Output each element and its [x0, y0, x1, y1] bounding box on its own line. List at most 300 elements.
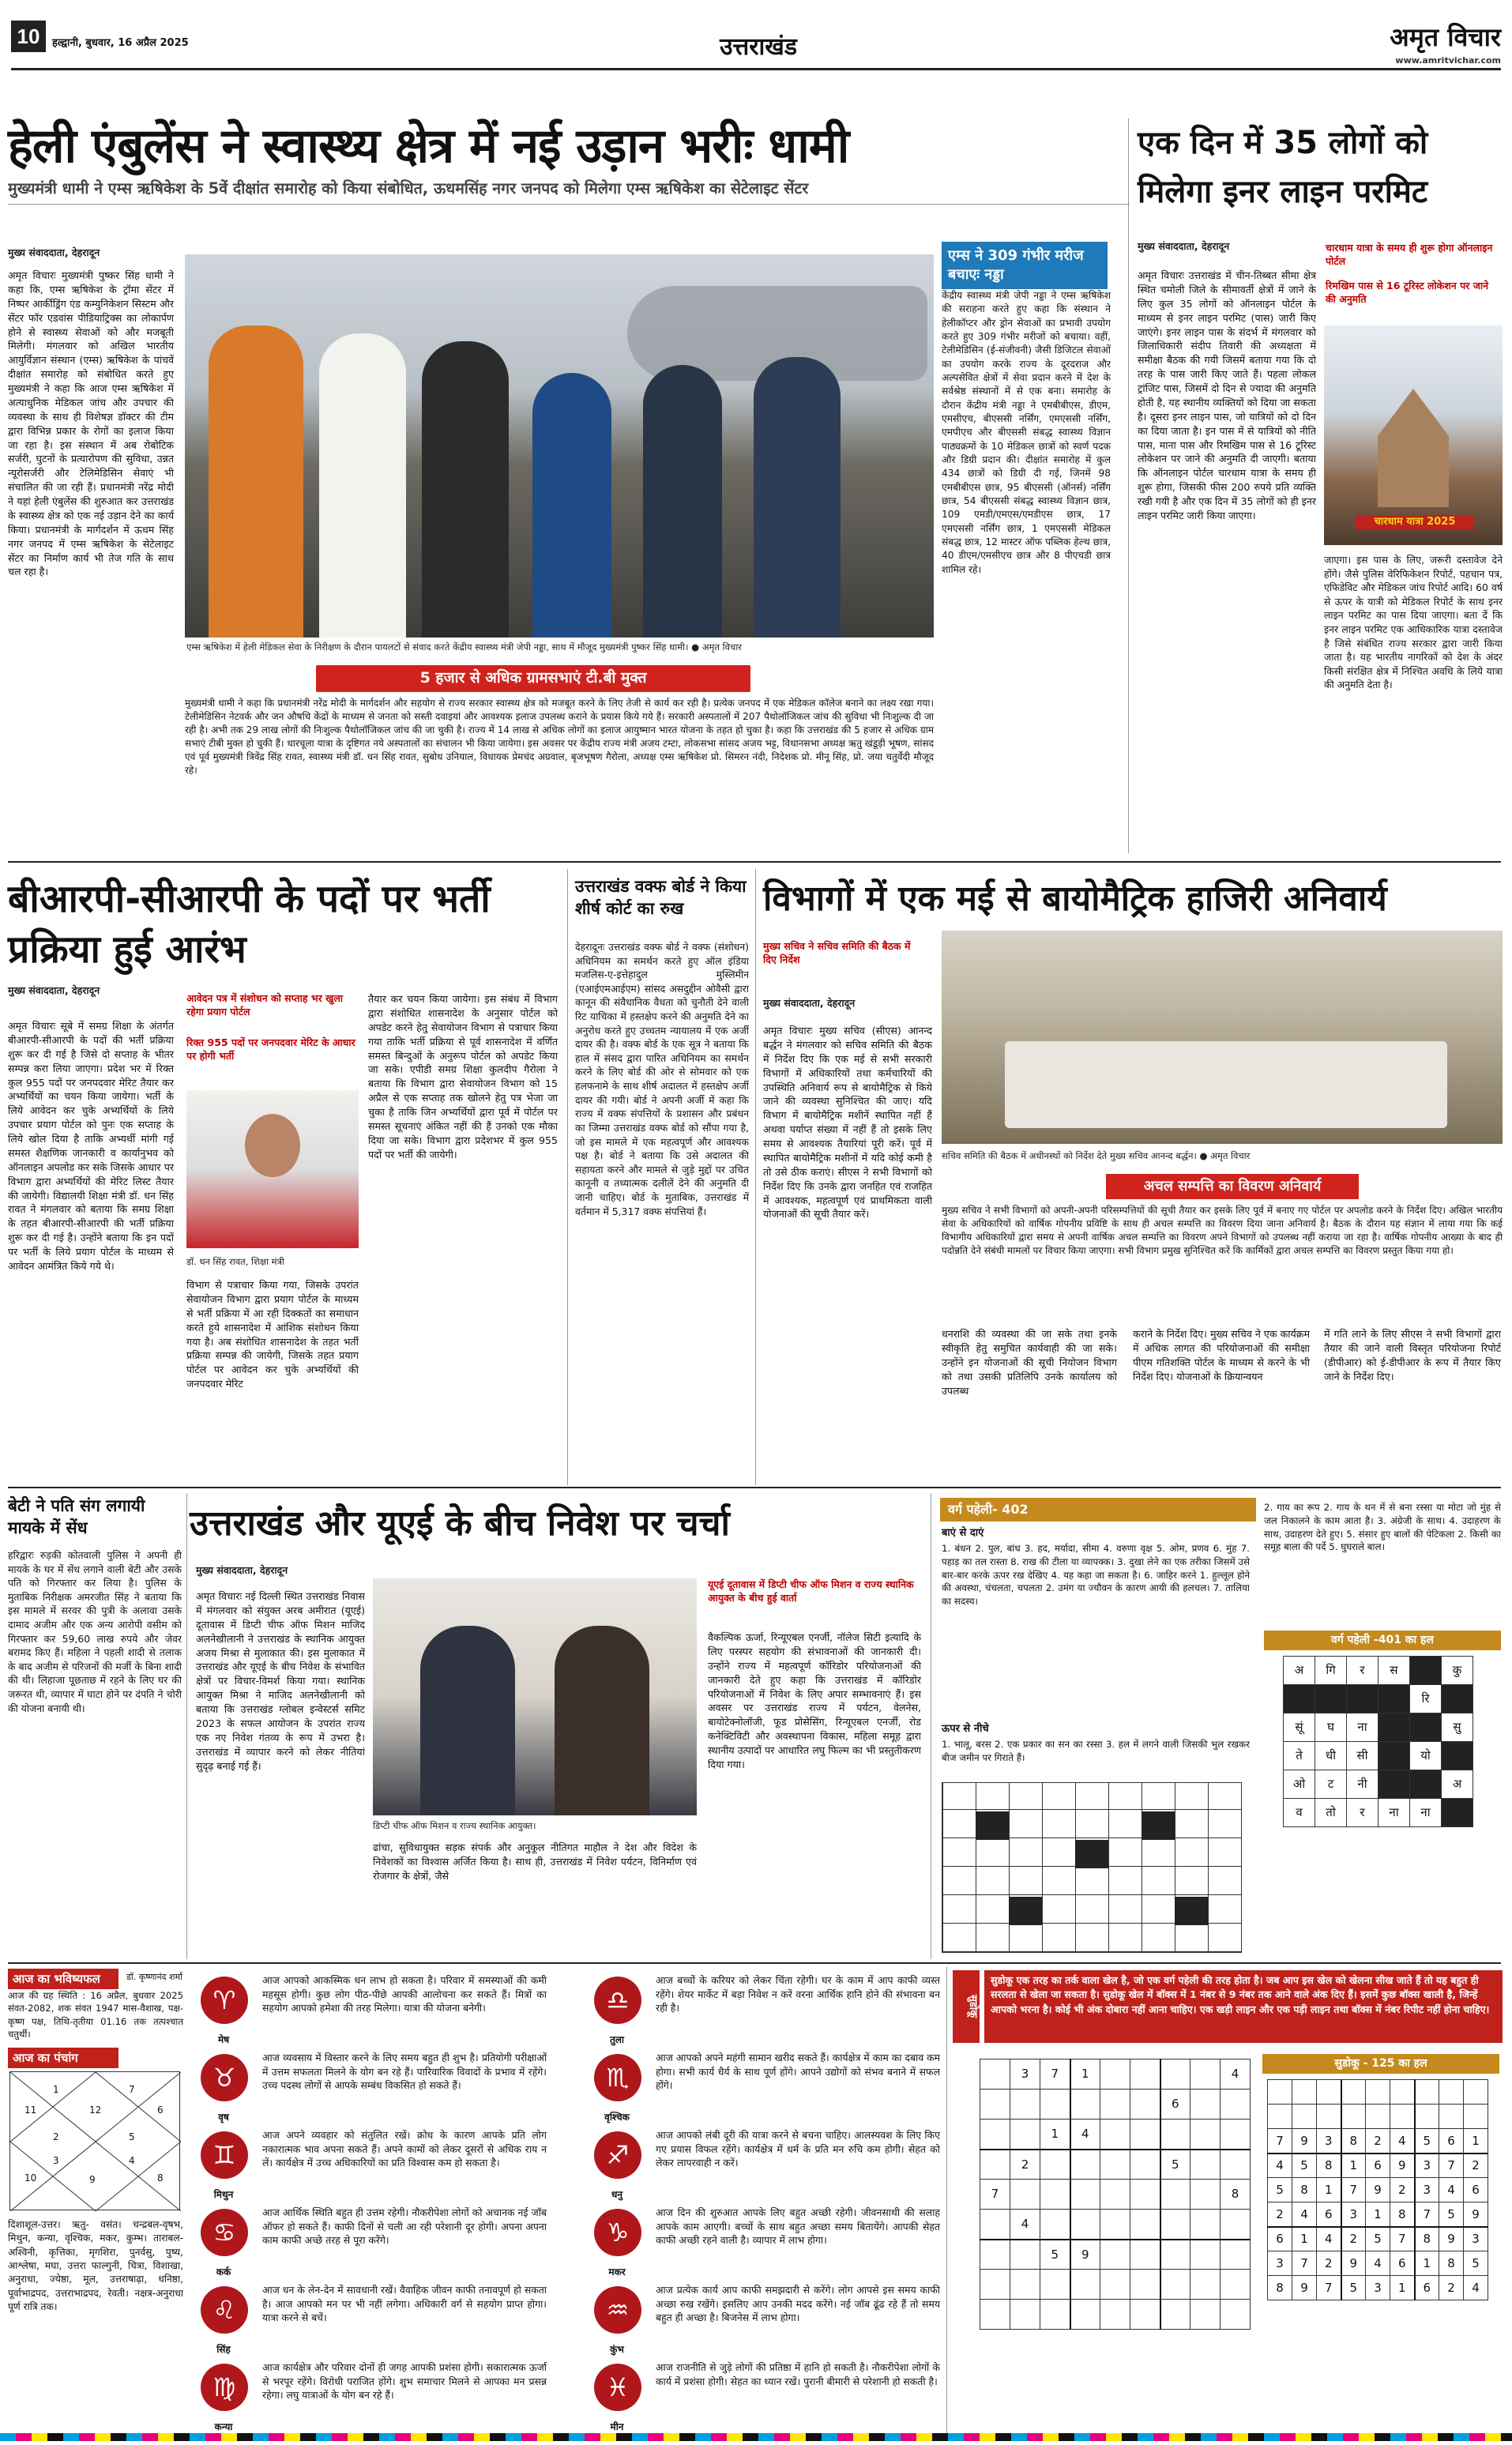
- temple-shape: [1378, 389, 1449, 507]
- sudoku-cell: [1439, 2105, 1464, 2129]
- zodiac-icon: ♐: [594, 2131, 641, 2179]
- column-divider: [946, 1967, 947, 2441]
- sudoku-cell[interactable]: [1070, 2090, 1100, 2120]
- kundli-house-number: 4: [129, 2155, 135, 2166]
- sudoku-cell[interactable]: [1010, 2090, 1040, 2120]
- sudoku-cell[interactable]: [1160, 2270, 1190, 2300]
- inner-line-body-2: जाएगा। इस पास के लिए, जरूरी दस्तावेज देने होंगे। जैसे पुलिस वेरिफिकेशन रिपोर्ट, पहचान पत्र, एफिडेविट और मेडिकल जांच रिपोर्ट आदि। 60 वर्ष से ऊपर के यात्री को मेडिकल रिपोर्ट के साथ इनर लाइन परमिट का पास दिया जाएगा। बता दें कि इनर लाइन परमिट एक आधिकारिक यात्रा दस्तावेज है जिसे संबंधित राज्य सरकार द्वारा जारी किया जाता है। यह भारतीय नागरिकों को देश के अंदर किसी संरक्षित क्षेत्र में निश्चित अवधि के लिये यात्रा की अनुमति देता है।: [1324, 554, 1503, 691]
- sudoku-cell[interactable]: [1160, 2240, 1190, 2270]
- sudoku-cell: 2: [1390, 2178, 1415, 2202]
- sudoku-cell: 2: [1464, 2153, 1488, 2178]
- sudoku-cell[interactable]: 4: [1010, 2210, 1040, 2240]
- answer-cell: ते: [1284, 1742, 1315, 1770]
- rashi-text: आज बच्चों के करियर को लेकर चिंता रहेगी। घर के काम में आप काफी व्यस्त रहेंगे। शेयर मार्केट में बड़ा निवेश न करें वरना आर्थिक हानि होने की संभावना बन रही है।: [656, 1974, 940, 2014]
- rashi-text: आज धन के लेन-देन में सावधानी रखें। वैवाहिक जीवन काफी तनावपूर्ण हो सकता है। आज आपको मन पर भी नहीं लगेगा। अधिकारी वर्ग से सहयोग प्राप्त होगा। यात्रा करने से बचें।: [262, 2284, 547, 2324]
- sudoku-cell[interactable]: [1010, 2240, 1040, 2270]
- sudoku-cell: 2: [1268, 2202, 1292, 2227]
- crossword-across: 1. बंधन 2. पुल, बांध 3. हद, मर्यादा, सीमा 4. वरुणा वृक्ष 5. ओम, प्रणव 6. मुंह 7. पहाड़ का तल रास्ता 8. राख की टीला या व्यापक्क। 3. दुखा लेने का एक तरीका जिसमें उसे बार-बार करके ऊपर रख देखिए 4. यह कहा जा सकता है। 6. जाहिर करने 1. हुल्लूल होने की अवस्था, चंचलता, चपलता 2. उमंग या ज्यौवन के कारण आयी की हलचल। 7. तालिया का सदस्य।: [942, 1543, 1250, 1607]
- column-divider: [567, 869, 568, 1485]
- sudoku-cell[interactable]: [1130, 2059, 1160, 2090]
- sudoku-cell: 5: [1268, 2178, 1292, 2202]
- sudoku-table: [1267, 2079, 1488, 2300]
- sudoku-cell[interactable]: [1070, 2270, 1100, 2300]
- sudoku-cell: 5: [1341, 2276, 1366, 2300]
- kundli-house-number: 6: [157, 2105, 164, 2116]
- sudoku-cell[interactable]: [1040, 2210, 1070, 2240]
- sudoku-cell[interactable]: [1100, 2120, 1130, 2150]
- answer-cell: ना: [1378, 1799, 1410, 1827]
- sudoku-cell: [1317, 2105, 1341, 2129]
- sudoku-cell: 3: [1415, 2178, 1439, 2202]
- sudoku-cell: 1: [1317, 2178, 1341, 2202]
- sudoku-cell: [1390, 2080, 1415, 2105]
- sudoku-cell[interactable]: [1190, 2120, 1221, 2150]
- crossword-grid[interactable]: [942, 1782, 1242, 1953]
- website-url[interactable]: www.amritvichar.com: [1395, 55, 1501, 66]
- sudoku-cell[interactable]: [1190, 2180, 1221, 2210]
- brp-body-3: विभाग से पत्राचार किया गया, जिसके उपरांत सेवायोजन विभाग द्वारा प्रयाग पोर्टल के माध्यम से भर्ती प्रक्रिया में आ रही दिक्कतों का समाधान करते हुये शासनादेश में आंशिक संशोधन किया गया है। अब संशोधित शासनादेश के तहत भर्ती प्रक्रिया सम्पन्न की जायेगी, जिसके तहत प्रयाग पोर्टल पर आवेदन कर चुके अभ्यर्थियों की जनपदवार मेरिट: [186, 1279, 359, 1390]
- brp-body-2: तैयार कर चयन किया जायेगा। इस संबंध में विभाग द्वारा संशोधित शासनादेश के अनुसार पोर्टल को अपडेट करने हेतु सेवायोजन विभाग से पत्राचार किया गया ताकि भर्ती प्रक्रिया से पूर्व शासनादेश में वर्णित समस्त बिन्दुओं के अनुरूप पोर्टल को अपडेट किया जा सके। एपीडी समग्र शिक्षा कुलदीप गैरोला ने बताया कि विभाग द्वारा सेवायोजन विभाग को 15 अप्रैल से एक सप्ताह तक खोलने हेतु पत्र भेजा जा चुका है ताकि जिन अभ्यर्थियों द्वारा पूर्व में पोर्टल पर समस्त सूचनाएं अंकित नहीं की हैं उनको एक मौका दिया जा सके। विभाग द्वारा प्रदेशभर में कुल 955 पदों पर भर्ती की जायेगी।: [368, 993, 558, 1160]
- answer-cell: र: [1347, 1799, 1378, 1827]
- sudoku-cell: 2: [1439, 2276, 1464, 2300]
- photo-label: चारधाम यात्रा 2025: [1356, 515, 1474, 529]
- sudoku-cell: 5: [1292, 2153, 1317, 2178]
- sudoku-cell[interactable]: 4: [1070, 2120, 1100, 2150]
- zodiac-icon: ♓: [594, 2364, 641, 2411]
- answer-cell: [1442, 1799, 1473, 1827]
- sudoku-cell: 8: [1292, 2178, 1317, 2202]
- answer-cell: नी: [1347, 1770, 1378, 1799]
- divider: [8, 204, 1130, 205]
- meeting-caption: सचिव समिति की बैठक में अधीनस्थों को निर्देश देते मुख्य सचिव आनन्द बर्द्धन। ● अमृत विचार: [942, 1150, 1251, 1161]
- rashi-name: मिथुन: [213, 2189, 234, 2200]
- sudoku-cell[interactable]: [1070, 2150, 1100, 2180]
- answer-cell: स: [1378, 1657, 1410, 1685]
- sudoku-cell: 6: [1268, 2227, 1292, 2251]
- sudoku-cell: 4: [1268, 2153, 1292, 2178]
- sudoku-cell[interactable]: [980, 2240, 1010, 2270]
- lead-byline: मुख्य संवाददाता, देहरादून: [8, 246, 100, 258]
- answer-cell: अ: [1442, 1770, 1473, 1799]
- zodiac-icon: ♊: [201, 2131, 248, 2179]
- sudoku-cell: [1317, 2080, 1341, 2105]
- rashi-name: तुला: [609, 2034, 625, 2045]
- minister-caption: डॉ. धन सिंह रावत, शिक्षा मंत्री: [186, 1256, 284, 1267]
- lead-headline: हेली एंबुलेंस ने स्वास्थ्य क्षेत्र में नई उड़ान भरीः धामी: [8, 118, 849, 174]
- column-divider: [1128, 118, 1129, 853]
- rashi-item: [190, 2048, 632, 2138]
- sudoku-cell: [1292, 2080, 1317, 2105]
- sudoku-cell[interactable]: [1160, 2210, 1190, 2240]
- answer-cell: [1378, 1770, 1410, 1799]
- section-rule: [8, 1487, 1501, 1488]
- sudoku-cell: 1: [1390, 2276, 1415, 2300]
- zodiac-icon: ♌: [201, 2286, 248, 2334]
- sudoku-cell[interactable]: [1190, 2240, 1221, 2270]
- sudoku-cell: [1268, 2080, 1292, 2105]
- sudoku-cell[interactable]: [1010, 2300, 1040, 2330]
- rashi-text: आज दिन की शुरुआत आपके लिए बहुत अच्छी रहेगी। जीवनसाथी की सलाह आपके काम आएगी। बच्चों के साथ बहुत अच्छा समय बितायेंगे। आपकी सेहत काफी अच्छी रहने वाली है। व्यापार में लाभ होगा।: [656, 2206, 940, 2247]
- sudoku-cell[interactable]: [1190, 2270, 1221, 2300]
- nadda-box-title: एम्स ने 309 गंभीर मरीज बचाएः नड्डा: [942, 242, 1108, 289]
- sudoku-cell: 9: [1390, 2153, 1415, 2178]
- brp-bullet-2: रिक्त 955 पदों पर जनपदवार मेरिट के आधार पर होगी भर्ती: [186, 1036, 355, 1062]
- rashi-name: कर्क: [216, 2266, 231, 2278]
- minister-photo: [186, 1090, 359, 1248]
- inner-line-bullet-1: चारधाम यात्रा के समय ही शुरू होगा ऑनलाइन पोर्टल: [1326, 242, 1493, 267]
- sudoku-cell[interactable]: [1190, 2210, 1221, 2240]
- sudoku-cell[interactable]: [1100, 2180, 1130, 2210]
- sudoku-cell[interactable]: [1100, 2240, 1130, 2270]
- sudoku-cell[interactable]: [980, 2270, 1010, 2300]
- rashi-text: आज प्रत्येक कार्य आप काफी समझदारी से करेंगे। लोग आपसे इस समय काफी अच्छा रुख रखेंगे। इसलिए आप उनकी मदद करेंगे। नई जॉब ढूंढ रहे हैं तो समय बहुत ही अच्छा है। बिजनेस में लाभ होगा।: [656, 2284, 940, 2324]
- answer-cell: धी: [1315, 1742, 1347, 1770]
- answer-cell: सु: [1442, 1713, 1473, 1742]
- brp-byline: मुख्य संवाददाता, देहरादून: [8, 984, 100, 996]
- rashi-text: आज आपको अपने महंगी सामान खरीद सकते हैं। कार्यक्षेत्र में काम का दबाव कम होगा। सभी कार्य धैर्य के साथ पूर्ण होंगे। आपने उद्योगों को संभव बनाने में सफल होंगे।: [656, 2052, 940, 2092]
- sudoku-cell[interactable]: 6: [1160, 2090, 1190, 2120]
- sudoku-cell: 4: [1366, 2251, 1390, 2276]
- sudoku-cell: 9: [1341, 2251, 1366, 2276]
- brp-body: अमृत विचारः सूबे में समग्र शिक्षा के अंतर्गत बीआरपी-सीआरपी के पदों की भर्ती प्रक्रिया शुरू कर दी गई है जिसे दो सप्ताह के भीतर सम्पन्न करा लिया जाएगा। प्रदेश भर में रिक्त कुल 955 पदों पर जनपदवार मेरिट तैयार कर अभ्यर्थियों का चयन किया जायेगा। भर्ती के लिये आवेदन कर चुके अभ्यर्थियों के लिये उपचार प्रयाग पोर्टल को पुनः एक सप्ताह के लिये खोल दिया है ताकि अभ्यर्थी मांगी गई समस्त शैक्षणिक जानकारी व कार्यानुभव को ऑनलाइन अपलोड कर सके जिसके आधार पर विभाग द्वारा अभ्यर्थियों की मेरिट लिस्ट तैयार की जायेगी। विद्यालयी शिक्षा मंत्री डॉ. धन सिंह रावत ने मंगलवार को बताया कि समग्र शिक्षा के तहत बीआरपी-सीआरपी की भर्ती प्रक्रिया शुरू कर दी गई है। उन्होंने बताया कि इन पदों पर भर्ती के लिये प्रयाग पोर्टल के माध्यम से आवेदन आमंत्रित किये गये थे।: [8, 1020, 174, 1272]
- sudoku-cell[interactable]: [1040, 2300, 1070, 2330]
- sudoku-cell: [1366, 2105, 1390, 2129]
- sudoku-cell[interactable]: 2: [1010, 2150, 1040, 2180]
- black-cell: [1009, 1897, 1042, 1925]
- footer-color-bar: [0, 2433, 1512, 2441]
- answer-cell: [1442, 1742, 1473, 1770]
- panchang-info: आज की ग्रह स्थिति : 16 अप्रैल, बुधवार 2025 संवत-2082, शक संवत 1947 मास-वैशाख, पक्ष-कृष्ण पक्ष, तिथि-तृतीया 01.16 तक तत्पश्चात चतुर्थी।: [8, 1990, 183, 2041]
- answer-cell: ट: [1315, 1770, 1347, 1799]
- crossword-answer-title: वर्ग पहेली -401 का हल: [1264, 1631, 1501, 1650]
- crime-headline: बेटी ने पति संग लगायी मायके में सेंध: [8, 1496, 145, 1537]
- sudoku-cell: 1: [1464, 2129, 1488, 2153]
- sudoku-cell[interactable]: [1130, 2240, 1160, 2270]
- kedarnath-photo: [1324, 325, 1503, 545]
- answer-cell: घ: [1315, 1713, 1347, 1742]
- person-figure-2: [319, 333, 406, 638]
- crossword-title: वर्ग पहेली- 402: [940, 1498, 1256, 1522]
- sudoku-cell: 4: [1292, 2202, 1317, 2227]
- sudoku-cell: 3: [1366, 2276, 1390, 2300]
- face-shape: [245, 1114, 300, 1177]
- sudoku-cell: 2: [1341, 2227, 1366, 2251]
- answer-cell: [1410, 1770, 1442, 1799]
- rashi-item: [190, 2202, 632, 2293]
- sudoku-cell: 1: [1415, 2251, 1439, 2276]
- rashi-item: [190, 2357, 632, 2445]
- sudoku-cell[interactable]: [1130, 2090, 1160, 2120]
- sudoku-cell[interactable]: [1100, 2300, 1130, 2330]
- sudoku-cell[interactable]: [1100, 2270, 1130, 2300]
- kundli-house-number: 2: [53, 2131, 59, 2142]
- property-title: अचल सम्पत्ति का विवरण अनिवार्य: [1106, 1174, 1359, 1199]
- zodiac-icon: ♉: [201, 2054, 248, 2101]
- black-cell: [1175, 1897, 1208, 1925]
- rashi-item: [583, 2280, 1025, 2370]
- zodiac-icon: ♈: [201, 1977, 248, 2024]
- inner-line-headline: एक दिन में 35 लोगों को मिलेगा इनर लाइन परमिट: [1138, 125, 1428, 210]
- zodiac-icon: ♍: [201, 2364, 248, 2411]
- zodiac-icon: ♑: [594, 2209, 641, 2256]
- biometric-body-4: में गति लाने के लिए सीएस ने सभी विभागों द्वारा तैयार की जाने वाली विस्तृत परियोजना रिपोर्ट (डीपीआर) को ई-डीपीआर के रूप में तैयार किए जाने के निर्देश दिए।: [1324, 1328, 1501, 1382]
- sudoku-cell[interactable]: [1010, 2270, 1040, 2300]
- sudoku-cell: 3: [1415, 2153, 1439, 2178]
- answer-cell: [1284, 1685, 1315, 1713]
- sudoku-cell[interactable]: 1: [1070, 2059, 1100, 2090]
- sudoku-cell: 8: [1439, 2251, 1464, 2276]
- black-cell: [976, 1811, 1009, 1840]
- sudoku-cell[interactable]: [980, 2059, 1010, 2090]
- sudoku-cell[interactable]: 1: [1040, 2120, 1070, 2150]
- sudoku-cell[interactable]: [1010, 2180, 1040, 2210]
- biometric-body-3: कराने के निर्देश दिए। मुख्य सचिव ने एक कार्यक्रम में अधिक लागत की परियोजनाओं की समीक्षा पीएम गतिशक्ति पोर्टल के माध्यम से करने के भी निर्देश दिए। योजनाओं के क्रियान्वयन: [1133, 1328, 1310, 1382]
- sudoku-cell[interactable]: [1100, 2210, 1130, 2240]
- inner-line-bullet-2: रिमखिम पास से 16 टूरिस्ट लोकेशन पर जाने की अनुमति: [1326, 280, 1489, 305]
- sudoku-cell: 7: [1415, 2202, 1439, 2227]
- sudoku-cell[interactable]: [1130, 2300, 1160, 2330]
- sudoku-cell[interactable]: [1190, 2090, 1221, 2120]
- sudoku-cell[interactable]: 7: [980, 2180, 1010, 2210]
- sudoku-cell: 7: [1341, 2178, 1366, 2202]
- dateline: हल्द्वानी, बुधवार, 16 अप्रैल 2025: [52, 37, 189, 49]
- answer-cell: ना: [1410, 1799, 1442, 1827]
- sudoku-cell: 3: [1464, 2227, 1488, 2251]
- page-number: 10: [11, 21, 46, 52]
- sudoku-cell: 9: [1464, 2202, 1488, 2227]
- kundli-house-number: 7: [129, 2084, 135, 2095]
- biometric-body-2: धनराशि की व्यवस्था की जा सके तथा इनके स्वीकृति हेतु समुचित कार्यवाही की जा सके। उन्होंने इन योजनाओं की सूची नियोजन विभाग को तथा उसकी प्रतिलिपि उनके कार्यालय को उपलब्ध: [942, 1328, 1117, 1397]
- panchang-title: आज का पंचांग: [8, 2048, 118, 2068]
- sudoku-cell[interactable]: [1160, 2300, 1190, 2330]
- answer-cell: व: [1284, 1799, 1315, 1827]
- sudoku-cell: [1341, 2105, 1366, 2129]
- sudoku-cell[interactable]: [980, 2300, 1010, 2330]
- sudoku-cell[interactable]: [1100, 2150, 1130, 2180]
- uae-body: अमृत विचारः नई दिल्ली स्थित उत्तराखंड निवास में मंगलवार को संयुक्त अरब अमीरात (यूएई) दूतावास में डिप्टी चीफ ऑफ मिशन माजिद अलनेखीलानी ने उत्तराखंड के स्थानिक आयुक्त अजय मिश्रा से मुलाकात की। इस मुलाकात में उत्तराखंड और यूएई के बीच निवेश के संभावित क्षेत्रों पर विचार-विमर्श किया गया। स्थानिक आयुक्त मिश्रा ने माजिद अलनेखीलानी को बताया कि उत्तराखंड ग्लोबल इन्वेस्टर्स समिट 2023 के सफल आयोजन के उपरांत राज्य एक नए निवेश गंतव्य के रूप में उभरा है। उत्तराखंड में व्यापार करने को लेकर नीतियां सुदृढ़ बनाई गई हैं।: [196, 1590, 365, 1772]
- sudoku-rules: सुडोकू एक तरह का तर्क वाला खेल है, जो एक वर्ग पहेली की तरह होता है। जब आप इस खेल को खेलना सीख जाते हैं तो यह बहुत ही सरलता से खेला जा सकता है। सुडोकू खेल में बॉक्स में 1 नंबर से 9 नंबर तक आने वाले अंक दिए हैं। इसमें कुछ बॉक्स खाली है, जिन्हें आपको भरना है। कोई भी अंक दोबारा नहीं आना चाहिए। एक खड़ी लाइन और एक पड़ी लाइन तथा बॉक्स में नंबर रिपीट नहीं होना चाहिए।: [984, 1970, 1503, 2043]
- rashi-name: धनु: [611, 2189, 623, 2200]
- kundli-house-number: 5: [129, 2131, 135, 2142]
- rashi-text: आज कार्यक्षेत्र और परिवार दोनों ही जगह आपकी प्रशंसा होगी। सकारात्मक ऊर्जा से भरपूर रहेंगे। विरोधी पराजित होंगे। शुभ समाचार मिलने से आपका मन प्रसन्न रहेगा। लघु यात्राओं के योग बन रहे हैं।: [262, 2361, 547, 2402]
- sudoku-cell: 9: [1292, 2129, 1317, 2153]
- rashi-text: आज आर्थिक स्थिति बहुत ही उत्तम रहेगी। नौकरीपेशा लोगों को अचानक नई जॉब ऑफर हो सकते हैं। काफी दिनों से चली आ रही परेशानी दूर होगी। अपना अपना काम काफी अच्छे तरह से पूरा करेंगे।: [262, 2206, 547, 2247]
- waqf-body: देहरादूनः उत्तराखंड वक्फ बोर्ड ने वक्फ (संशोधन) अधिनियम का समर्थन करते हुए ऑल इंडिया मजलिस-ए-इत्तेहादुल मुस्लिमीन (एआईएमआईएम) सांसद असदुद्दीन ओवैसी द्वारा कानून की संवैधानिक वैधता को चुनौती देने वाली रिट याचिका में हस्तक्षेप करने की अनुमति देने का अनुरोध करते हुए उच्चतम न्यायालय में एक अर्जी दायर की है। वक्फ बोर्ड के एक सूत्र ने बताया कि हाल में संसद द्वारा पारित अधिनियम का समर्थन करने के लिए बोर्ड की ओर से सोमवार को एक हलफनामे के साथ शीर्ष अदालत में हस्तक्षेप अर्जी दायर की गयी। बोर्ड ने अपनी अर्जी में कहा कि राज्य में वक्फ संपत्तियों के प्रशासन और प्रबंधन का जिम्मा उत्तराखंड वक्फ बोर्ड को सौंपा गया है, जो इस मामले में एक महत्वपूर्ण और आवश्यक पक्ष है। बोर्ड ने बताया कि उसे अदालत की सहायता करने और मामले से जुड़े मुद्दों पर उचित कानूनी व तथ्यात्मक दलीलें देने की अनुमति दी जानी चाहिए। बोर्ड के मुताबिक, उत्तराखंड में वर्तमान में 5,317 वक्फ संपत्तियां हैं।: [575, 941, 749, 1217]
- sudoku-cell: [1464, 2080, 1488, 2105]
- sudoku-cell[interactable]: [1130, 2180, 1160, 2210]
- rashi-item: [583, 2048, 1025, 2138]
- sudoku-cell[interactable]: [1221, 2120, 1251, 2150]
- biometric-byline: मुख्य संवाददाता, देहरादून: [763, 997, 856, 1009]
- rashi-text: आज अपने व्यवहार को संतुलित रखें। क्रोध के कारण आपके प्रति लोग नकारात्मक भाव अपना सकते हैं। अपने कामों को लेकर दूसरों से अधिक राय न लें। कार्यक्षेत्र में उच्च अधिकारियों का प्रति विश्वास कम हो सकता है।: [262, 2129, 547, 2169]
- sudoku-cell[interactable]: [1040, 2180, 1070, 2210]
- inner-line-body: अमृत विचारः उत्तराखंड में चीन-तिब्बत सीमा क्षेत्र स्थित चमोली जिले के सीमावर्ती क्षेत्रों में जाने के लिए कुल 35 लोगों को ऑनलाइन पोर्टल के माध्यम से इनर लाइन परमिट (पास) जारी किए जाएंगे। इनर लाइन पास के संदर्भ में मंगलवार को जिलाधिकारी संदीप तिवारी की अध्यक्षता में समीक्षा बैठक की गयी जिसमें बताया गया कि दो तरह के पास जारी किए जाते हैं। पहला लोकल ट्रांजिट पास, जिसमें दो दिन से ज्यादा की अनुमति होती है, यह स्थानीय व्यक्तियों को दिया जा सकता है। दूसरा इनर लाइन पास, जो यात्रियों को दो दिन का दिया जाता है। इन पास में से यात्रियों को नीति पास, माना पास और रिमखिम पास से 16 टूरिस्ट लोकेशन पर जाने की अनुमति दी जाएगी। बताया कि ऑनलाइन पोर्टल चारधाम यात्रा के समय ही शुरू होगा, जिसकी फीस 200 रुपये प्रति व्यक्ति रखी गयी है और एक दिन में 35 लोगों को ही इनर लाइन परमिट जारी किया जाएगा।: [1138, 269, 1316, 521]
- sudoku-cell: 7: [1390, 2227, 1415, 2251]
- person-figure-5: [643, 365, 722, 638]
- sudoku-cell[interactable]: [1190, 2300, 1221, 2330]
- rashi-name: वृष: [218, 2112, 229, 2123]
- sudoku-cell: [1439, 2080, 1464, 2105]
- sudoku-cell: 8: [1390, 2202, 1415, 2227]
- brp-headline: बीआरपी-सीआरपी के पदों पर भर्ती प्रक्रिया हुई आरंभ: [8, 877, 491, 972]
- answer-cell: [1378, 1742, 1410, 1770]
- sudoku-puzzle-grid[interactable]: [980, 2059, 1251, 2330]
- kundli-house-number: 3: [53, 2155, 59, 2166]
- rashi-name: वृश्चिक: [604, 2112, 630, 2123]
- sudoku-cell[interactable]: [980, 2150, 1010, 2180]
- zodiac-icon: ♏: [594, 2054, 641, 2101]
- sudoku-cell[interactable]: 4: [1221, 2059, 1251, 2090]
- sudoku-cell: [1415, 2105, 1439, 2129]
- sudoku-cell[interactable]: [980, 2090, 1010, 2120]
- sudoku-cell[interactable]: [980, 2120, 1010, 2150]
- sudoku-cell[interactable]: [1221, 2210, 1251, 2240]
- sudoku-cell[interactable]: 5: [1040, 2240, 1070, 2270]
- sudoku-cell: 5: [1366, 2227, 1390, 2251]
- sudoku-cell[interactable]: [1160, 2180, 1190, 2210]
- sudoku-cell: 7: [1268, 2129, 1292, 2153]
- sudoku-cell[interactable]: [1070, 2300, 1100, 2330]
- kundli-house-number: 9: [89, 2174, 96, 2185]
- answer-cell: [1347, 1685, 1378, 1713]
- sudoku-cell[interactable]: [1221, 2240, 1251, 2270]
- rashi-text: आज आपको लंबी दूरी की यात्रा करने से बचना चाहिए। आलस्यवश के लिए किए गए प्रयास विफल रहेंगे। कार्यक्षेत्र में धर्म के प्रति मन रुचि कम होगी। सेहत को लेकर लापरवाही न करें।: [656, 2129, 940, 2169]
- tb-title: 5 हजार से अधिक ग्रामसभाएं टी.बी मुक्त: [316, 665, 750, 692]
- answer-table: [1283, 1656, 1473, 1827]
- kundli-house-number: 11: [24, 2105, 37, 2116]
- sudoku-cell: 1: [1292, 2227, 1317, 2251]
- horoscope-title: आज का भविष्यफल: [8, 1969, 118, 1989]
- sudoku-cell: [1292, 2105, 1317, 2129]
- rashi-text: आज राजनीति से जुड़े लोगों की प्रतिष्ठा में हानि हो सकती है। नौकरीपेशा लोगों के कार्य में प्रशंसा होगी। सेहत का ध्यान रखें। पुरानी बीमारी से परेशानी हो सकती है।: [656, 2361, 940, 2387]
- rashi-name: मीन: [610, 2421, 624, 2432]
- sudoku-cell: 5: [1439, 2202, 1464, 2227]
- sudoku-cell: 1: [1341, 2153, 1366, 2178]
- sudoku-cell[interactable]: [1010, 2120, 1040, 2150]
- sudoku-cell[interactable]: 7: [1040, 2059, 1070, 2090]
- answer-cell: ओ: [1284, 1770, 1315, 1799]
- sudoku-cell: 7: [1292, 2251, 1317, 2276]
- sudoku-cell[interactable]: [1100, 2090, 1130, 2120]
- sudoku-cell[interactable]: [1040, 2270, 1070, 2300]
- rashi-item: [190, 2280, 632, 2370]
- kundli-chart: [9, 2071, 180, 2210]
- rashi-item: [190, 2125, 632, 2215]
- sudoku-cell: 9: [1366, 2178, 1390, 2202]
- lead-photo-caption: एम्स ऋषिकेश में हेली मेडिकल सेवा के निरीक्षण के दौरान पायलटों से संवाद करते केंद्रीय स्वास्थ्य मंत्री जेपी नड्डा, साथ में मौजूद मुख्यमंत्री पुष्कर सिंह धामी। ● अमृत विचार: [186, 641, 742, 653]
- sudoku-cell[interactable]: [1221, 2300, 1251, 2330]
- section-rule: [8, 861, 1501, 863]
- sudoku-cell[interactable]: [1190, 2150, 1221, 2180]
- kundli-house-number: 8: [157, 2172, 164, 2184]
- sudoku-cell[interactable]: [1130, 2270, 1160, 2300]
- sudoku-cell[interactable]: [1130, 2210, 1160, 2240]
- sudoku-cell[interactable]: [1160, 2059, 1190, 2090]
- sudoku-cell: 8: [1415, 2227, 1439, 2251]
- meeting-table: [1005, 1041, 1447, 1128]
- sudoku-cell[interactable]: 9: [1070, 2240, 1100, 2270]
- sudoku-cell: 2: [1317, 2251, 1341, 2276]
- sudoku-cell[interactable]: 3: [1010, 2059, 1040, 2090]
- sudoku-cell: 6: [1390, 2251, 1415, 2276]
- sudoku-cell[interactable]: 8: [1221, 2180, 1251, 2210]
- lead-subhead: मुख्यमंत्री धामी ने एम्स ऋषिकेश के 5वें दीक्षांत समारोह को किया संबोधित, ऊधमसिंह नगर जनपद को मिलेगा एम्स ऋषिकेश का सेटेलाइट सेंटर: [8, 179, 809, 197]
- sudoku-cell: 9: [1439, 2227, 1464, 2251]
- sudoku-cell[interactable]: [1221, 2090, 1251, 2120]
- answer-cell: अ: [1284, 1657, 1315, 1685]
- answer-cell: तो: [1315, 1799, 1347, 1827]
- uae-body-3: वैकल्पिक ऊर्जा, रिन्यूएबल एनर्जी, नॉलेज सिटी इत्यादि के लिए परस्पर सहयोग की संभावनाओं की जानकारी दी। उन्होंने राज्य में महत्वपूर्ण कॉरिडोर परियोजनाओं की जानकारी देते हुए कहा कि उत्तराखंड में कॉरिडोर परियोजनाओं में निवेश के लिए अपार सम्भावनाएं हैं। इस अवसर पर उत्तराखंड राज्य में पर्यटन, वेलनेस, बायोटेक्नोलॉजी, फूड प्रोसेसिंग, रिन्यूएबल एनर्जी, रोड कनेक्टिविटी और अवस्थापना विकास, महिला समूह द्वारा स्थानीय उत्पादों पर आधारित लघु फिल्म का भी प्रस्तुतीकरण दिया गया।: [708, 1631, 921, 1770]
- biometric-bullet: मुख्य सचिव ने सचिव समिति की बैठक में दिए निर्देश: [763, 940, 911, 965]
- zodiac-icon: ♒: [594, 2286, 641, 2334]
- property-body: मुख्य सचिव ने सभी विभागों को अपनी-अपनी परिसम्पत्तियों की सूची तैयार कर इसके लिए पूर्व में बनाए गए पोर्टल पर अपलोड करने के निर्देश दिए। अखिल भारतीय सेवा के अधिकारियों को वार्षिक गोपनीय प्रविष्टि के साथ ही अचल सम्पत्ति का विवरण दिया जाना अनिवार्य है। बैठक के दौरान यह संज्ञान में लाया गया कि कई विभागीय अधिकारियों द्वारा समय से अपनी वार्षिक अचल सम्पत्ति का विवरण अपने विभागों को उपलब्ध नहीं कराया जा रहा है। वार्षिक गोपनीय आख्या के बाद ही पदोन्नति देने संबंधी मामलों पर विचार किया जाएगा। सभी विभाग प्रमुख सुनिश्चित करें कि कार्मिकों द्वारा अचल सम्पत्ति का विवरण प्रस्तुत किया गया हो।: [942, 1205, 1503, 1257]
- meeting-photo: [942, 931, 1503, 1144]
- sudoku-cell[interactable]: [1100, 2059, 1130, 2090]
- sudoku-cell: 4: [1390, 2129, 1415, 2153]
- sudoku-cell: 6: [1366, 2153, 1390, 2178]
- crossword-down-label: ऊपर से नीचे: [942, 1723, 989, 1735]
- section-rule: [8, 1962, 1501, 1964]
- sudoku-cell: 7: [1439, 2153, 1464, 2178]
- kundli-house-number: 1: [53, 2084, 59, 2095]
- masthead-rule: [11, 68, 1501, 70]
- lead-body: अमृत विचारः मुख्यमंत्री पुष्कर सिंह धामी ने कहा कि, एम्स ऋषिकेश के ट्रॉमा सेंटर में निष्पर आर्कीड्रिंग एंड कम्युनिकेशन सिस्टम और सेंटर फॉर एडवांस पीडियाट्रिक्स का लोकार्पण होने से स्वास्थ्य सेवाओं को और मजबूती मिलेगी। मंगलवार को अखिल भारतीय आयुर्विज्ञान संस्थान (एम्स) ऋषिकेश के पांचवें दीक्षांत समारोह को संबोधित करते हुए मुख्यमंत्री ने कहा कि आज एम्स ऋषिकेश में अत्याधुनिक मेडिकल जांच और उपचार की व्यवस्था के साथ ही विशेषज्ञ डॉक्टर की टीम द्वारा विभिन्न प्रकार के रोगों का इलाज किया जा रहा है। इस संस्थान में अब रोबोटिक सर्जरी, घुटनों के प्रत्यारोपण की सुविधा, उन्नत न्यूरोसर्जरी और टेलिमेडिसिन सेवाएं भी संचालित की जा रही हैं। प्रधानमंत्री नरेंद्र मोदी ने यहां हेली एंबुलेंस की शुरुआत कर उत्तराखंड के स्वास्थ्य क्षेत्र को एक नई उड़ान देने का कार्य किया। प्रधानमंत्री के मार्गदर्शन में ऊधम सिंह नगर जनपद में एम्स ऋषिकेश के सेटेलाइट सेंटर का निर्माण कार्य भी तेज गति के साथ चल रहा है।: [8, 269, 174, 578]
- answer-cell: सूं: [1284, 1713, 1315, 1742]
- zodiac-icon: ♎: [594, 1977, 641, 2024]
- sudoku-cell: 4: [1464, 2276, 1488, 2300]
- person-figure-6: [754, 357, 841, 638]
- rashi-text: आज व्यवसाय में विस्तार करने के लिए समय बहुत ही शुभ है। प्रतियोगी परीक्षाओं में उत्तम सफलता मिलने के योग बन रहे हैं। पारिवारिक विवादों के प्रभाव में रहेंगे। उच्च पदस्थ लोगों से आपके सम्बंध विकसित हो सकते हैं।: [262, 2052, 547, 2092]
- inner-line-byline: मुख्य संवाददाता, देहरादून: [1138, 240, 1230, 252]
- sudoku-cell[interactable]: [1130, 2150, 1160, 2180]
- panchang-details: दिशाशूल-उत्तर। ऋतु- वसंत। चन्द्रबल-वृषभ, मिथुन, कन्या, वृश्चिक, मकर, कुम्भ। ताराबल- अश्विनी, कृत्तिका, मृगशिरा, पुनर्वसु, पुष्य, आश्लेषा, मघा, उत्तरा फाल्गुनी, चित्रा, विशाखा, अनुराधा, ज्येष्ठा, मूल, उत्तराषाढ़ा, धनिष्ठा, पूर्वाभाद्रपद, उत्तराभाद्रपद, रेवती। नक्षत्र-अनुराधा पूर्ण रात्रि तक।: [8, 2219, 183, 2312]
- answer-cell: ना: [1347, 1713, 1378, 1742]
- nadda-box-body: केंद्रीय स्वास्थ्य मंत्री जेपी नड्डा ने एम्स ऋषिकेश की सराहना करते हुए कहा कि संस्थान ने हेलीकॉप्टर और ड्रोन सेवाओं का प्रभावी उपयोग करते हुए 309 गंभीर मरीजों को बचाया। वहीं, टेलीमेडिसिन (ई-संजीवनी) जैसी डिजिटल सेवाओं का उपयोग करके राज्य के दूरदराज और अल्पसेवित क्षेत्रों में सेवा प्रदान करने में देश के सर्वश्रेष्ठ संस्थानों में से एक बना। समारोह के दौरान केंद्रीय मंत्री नड्डा ने एमबीबीएस, डीएम, एमसीएच, बीएससी नर्सिंग, एमएससी नर्सिंग, एमपीएच और बीएससी संबद्ध स्वास्थ्य विज्ञान पाठ्यक्रमों के 10 मेडिकल छात्रों को स्वर्ण पदक और डिग्री प्रदान की। दीक्षांत समारोह में कुल 434 छात्रों को डिग्री दी गई, जिनमें 98 एमबीबीएस छात्र, 95 बीएससी (ऑनर्स) नर्सिंग छात्र, 54 बीएससी संबद्ध स्वास्थ्य विज्ञान छात्र, 109 एमडी/एमएस/एमडीएस छात्र, 17 एमएससी नर्सिंग छात्र, 1 एमएससी मेडिकल संबद्ध छात्र, 12 मास्टर ऑफ पब्लिक हेल्थ छात्र, 40 डीएम/एमसीएच छात्र और 8 पीएचडी छात्र शामिल रहे।: [942, 290, 1111, 575]
- crossword-answer-grid: [1283, 1656, 1473, 1827]
- sudoku-cell: [1464, 2105, 1488, 2129]
- answer-cell: [1410, 1657, 1442, 1685]
- sudoku-cell: [1390, 2105, 1415, 2129]
- sudoku-cell[interactable]: 5: [1160, 2150, 1190, 2180]
- horoscope-author: डॉ. कृष्णानंद शर्मा: [126, 1972, 182, 1982]
- tb-body: मुख्यमंत्री धामी ने कहा कि प्रधानमंत्री नरेंद्र मोदी के मार्गदर्शन और सहयोग से राज्य सरकार स्वास्थ्य क्षेत्र को मजबूत करने के लिए तेजी से कार्य कर रही है। प्रत्येक जनपद में एक मेडिकल कॉलेज बनाने का लक्ष्य रखा गया। टेलीमेडिसिन नेटवर्क और जन औषधि केंद्रों के माध्यम से जनता को सस्ती दवाइयां और आवश्यक इलाज उपलब्ध कराने के प्रयास किये गये हैं। सरकारी अस्पतालों में 207 पैथोलॉजिकल जांच की सुविधा भी निःशुल्क दी जा रही है। अभी तक 29 लाख लोगों की निःशुल्क पैथोलॉजिकल जांच की जा चुकी है। राज्य में 14 लाख से अधिक लोगों का इलाज आयुष्मान भारत योजना के तहत हो चुका है। कहा कि उत्तराखंड की 5 हजार से अधिक ग्राम सभाएं टीबी मुक्त हो चुकी हैं। धारचूला यात्रा के दृष्टिगत नये अस्पतालों का संचालन भी किया जायेगा। इस अवसर पर केंद्रीय राज्य मंत्री अजय टम्टा, लोकसभा सांसद अजय भट्ट, विधानसभा अध्यक्ष ऋतु खंडूड़ी भूषण, सांसद एवं पूर्व मुख्यमंत्री त्रिवेंद्र सिंह रावत, स्वास्थ्य मंत्री डॉ. धन सिंह रावत, सुबोध उनियाल, विधायक प्रेमचंद अग्रवाल, बृजभूषण गैरोला, अध्यक्ष एम्स ऋषिकेश प्रो. सिमरन नंदी, निदेशक प्रो. मीनू सिंह, प्रो. जया चतुर्वेदी मौजूद रहे।: [185, 698, 934, 777]
- sudoku-cell[interactable]: [1040, 2090, 1070, 2120]
- sudoku-cell[interactable]: [1221, 2270, 1251, 2300]
- black-cell: [1142, 1811, 1175, 1840]
- crime-body: हरिद्वारः रुड़की कोतवाली पुलिस ने अपनी ही मायके के घर में सेंध लगाने वाली बेटी और उसके पति को गिरफ्तार कर लिया है। पुलिस के मुताबिक निरीक्षक अमरजीत सिंह ने बताया कि इस मामले में सरवर की पुत्री के अलावा उसके दामाद अजीम और एक अन्य आरोपी वसीम को गिरफ्तार कर 59,60 लाख रुपये और जेवर बरामद किए हैं। महिला ने पहली शादी से तलाक के बाद अजीम से परिजनों की मर्जी के बिना शादी की थी। लिहाजा पूछताछ में रहने के लिए घर की जरूरत थी, व्यापार में घाटा होने पर दंपति ने चोरी की योजना बनायी थी।: [8, 1549, 182, 1714]
- sudoku-cell[interactable]: [1221, 2150, 1251, 2180]
- rashi-name: सिंह: [216, 2344, 231, 2355]
- uae-headline: उत्तराखंड और यूएई के बीच निवेश पर चर्चा: [190, 1503, 730, 1544]
- sudoku-cell[interactable]: [1040, 2150, 1070, 2180]
- sudoku-cell[interactable]: [1190, 2059, 1221, 2090]
- sudoku-cell[interactable]: [1160, 2120, 1190, 2150]
- sudoku-cell: 8: [1317, 2153, 1341, 2178]
- person-figure-3: [422, 341, 509, 638]
- answer-cell: [1378, 1685, 1410, 1713]
- sudoku-cell: 2: [1366, 2129, 1390, 2153]
- sudoku-cell[interactable]: [1070, 2210, 1100, 2240]
- sudoku-cell: 6: [1317, 2202, 1341, 2227]
- person-figure-right: [555, 1626, 649, 1815]
- sudoku-cell: 6: [1464, 2178, 1488, 2202]
- sudoku-cell[interactable]: [1070, 2180, 1100, 2210]
- sudoku-cell[interactable]: [980, 2210, 1010, 2240]
- sudoku-cell: 4: [1439, 2178, 1464, 2202]
- sudoku-cell[interactable]: [1130, 2120, 1160, 2150]
- uae-photo: [373, 1578, 697, 1815]
- sudoku-table: [980, 2059, 1251, 2330]
